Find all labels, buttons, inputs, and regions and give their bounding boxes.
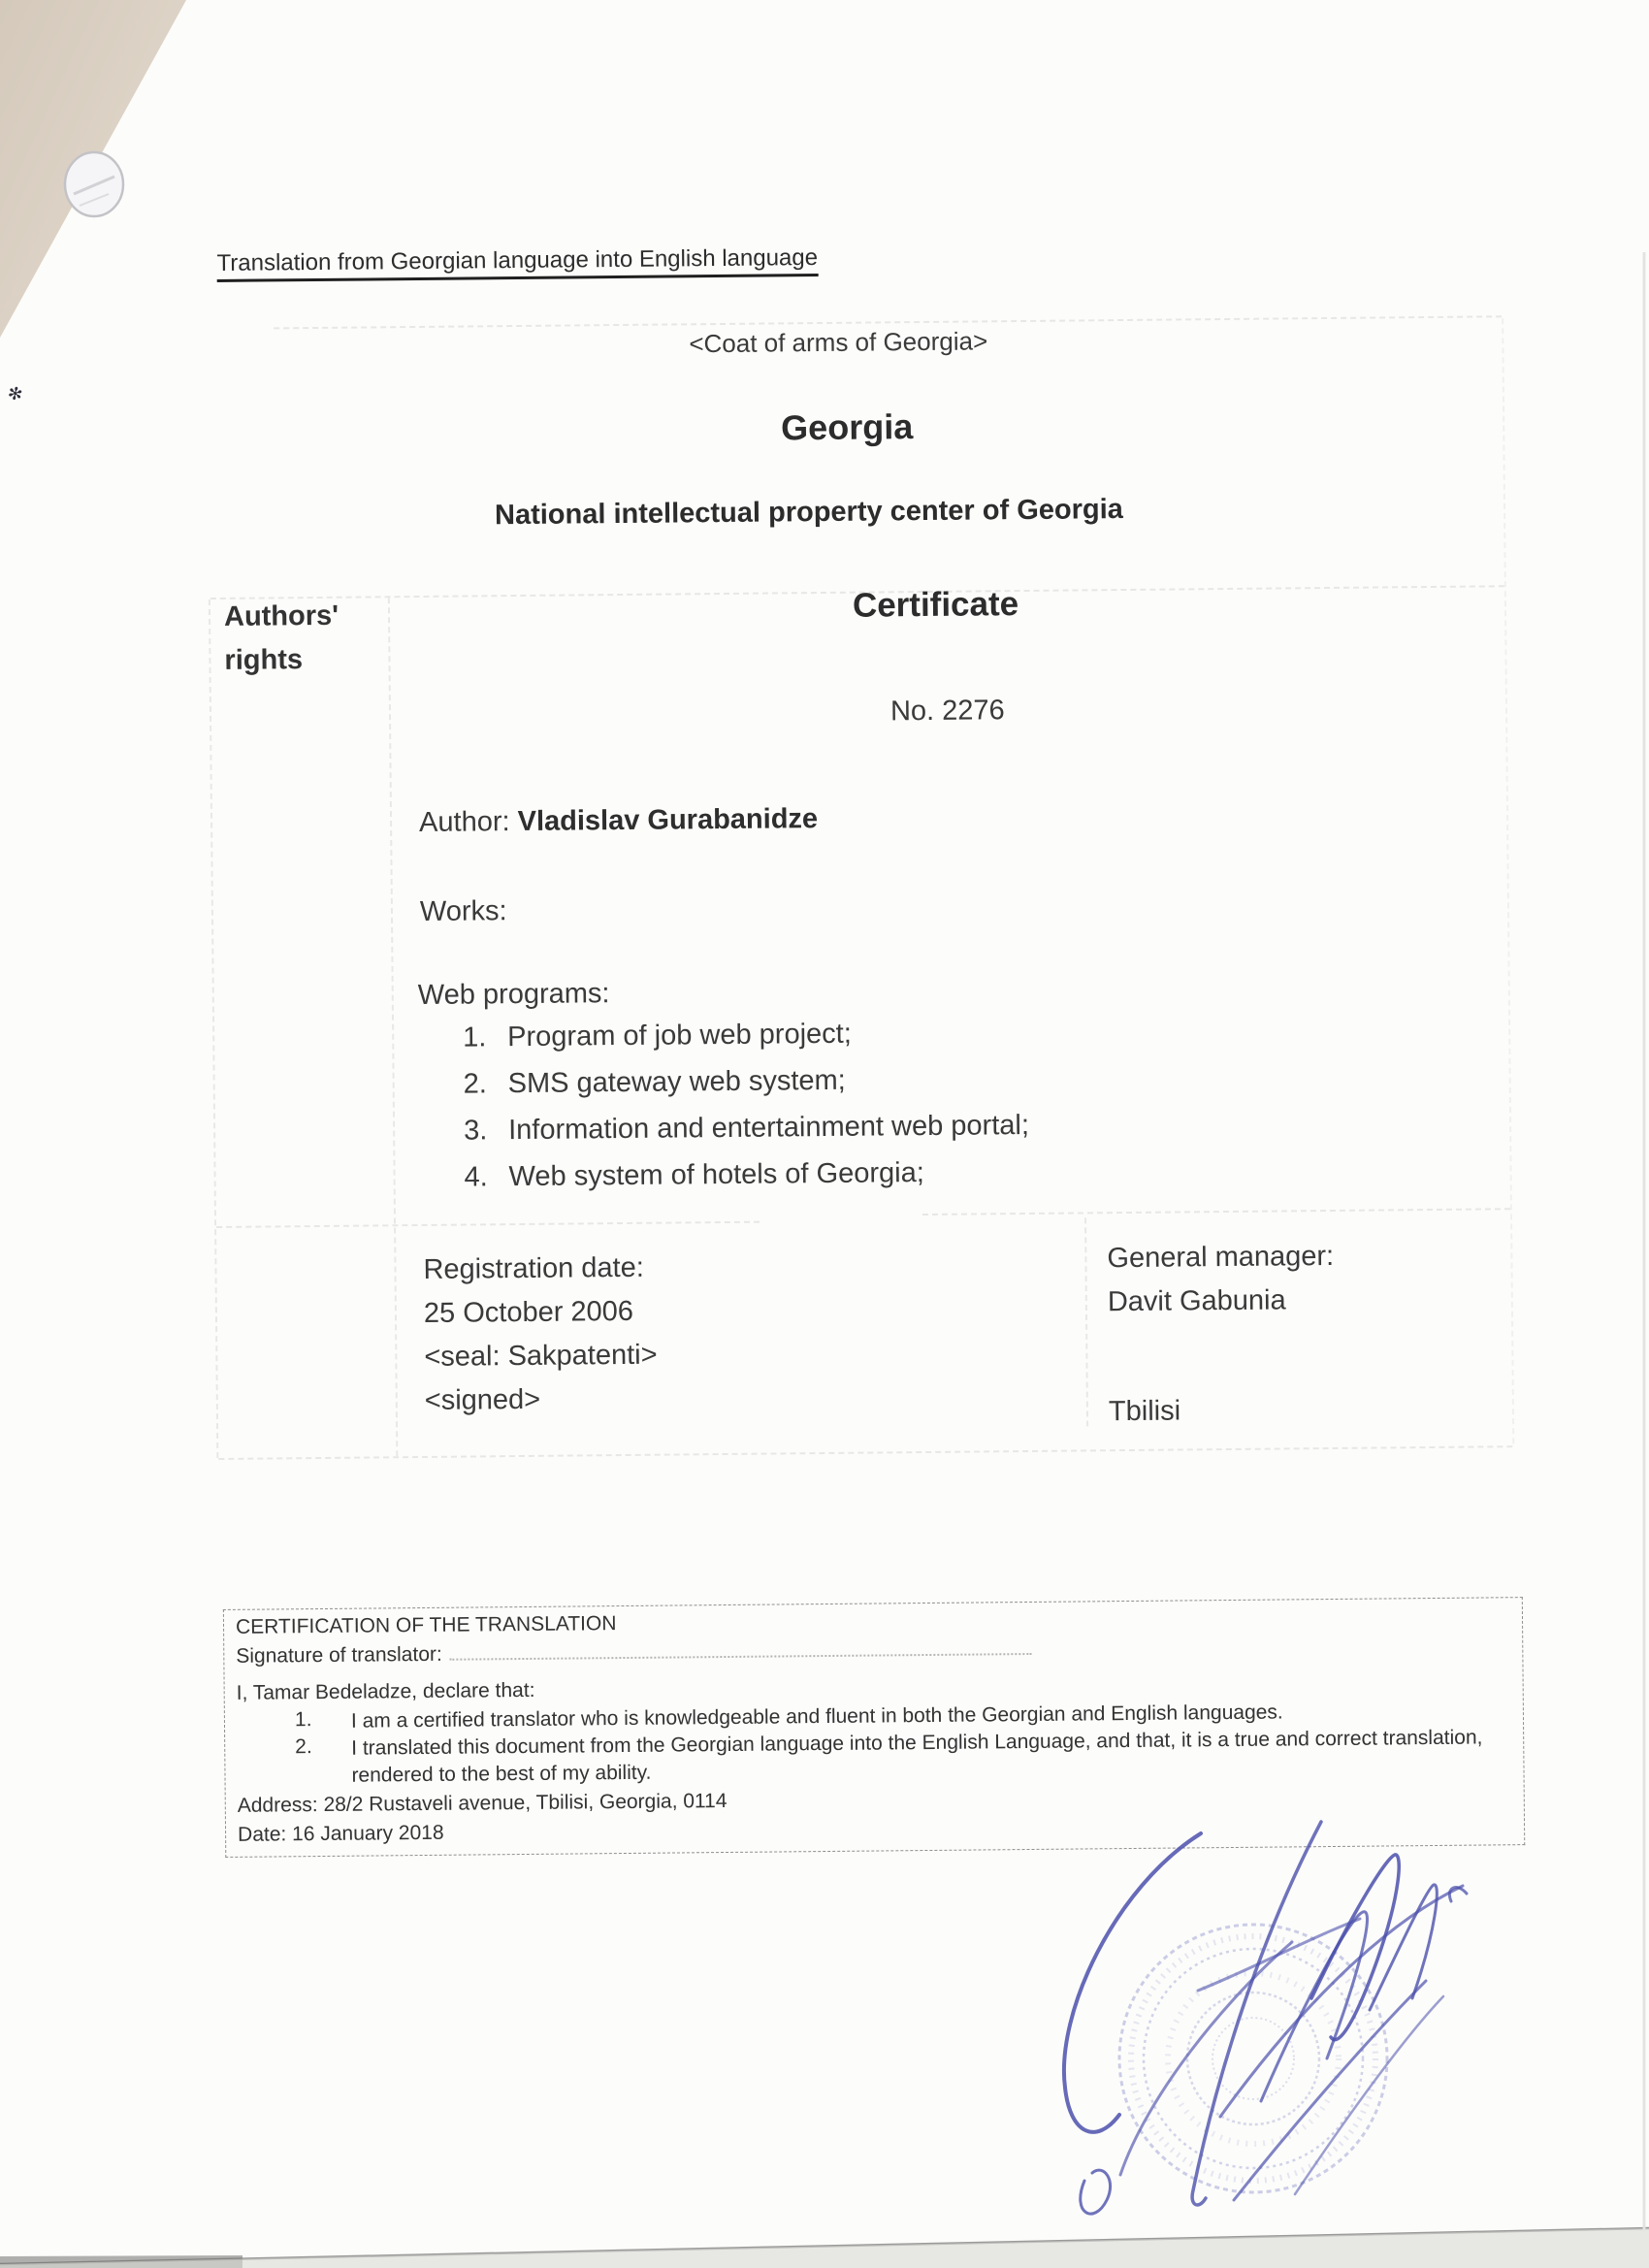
certification-box (223, 1597, 1525, 1858)
country-title: Georgia (780, 406, 914, 448)
manager-city: Tbilisi (1108, 1395, 1181, 1428)
scan-artifact-line (388, 598, 398, 1456)
works-list-item (464, 1110, 1029, 1162)
author-name: Vladislav Gurabanidze (517, 803, 819, 838)
signature-of-translator-row (236, 1637, 1032, 1669)
works-item-text: Program of job web project; (507, 1018, 852, 1053)
works-list-item (464, 1063, 1029, 1116)
manager-name: Davit Gabunia (1107, 1284, 1286, 1318)
author-line (419, 803, 818, 839)
works-list-item (463, 1017, 1028, 1069)
works-item-text: SMS gateway web system; (507, 1064, 846, 1100)
declaration-item-number: 1. (294, 1708, 312, 1732)
declaration-item-number: 2. (295, 1735, 312, 1759)
ink-speck: ✻ (6, 382, 25, 405)
authors-rights-line1: Authors' (223, 599, 340, 632)
scan-artifact-line (209, 599, 218, 1458)
scan-artifact-line (922, 1208, 1510, 1215)
manager-label: General manager: (1107, 1240, 1335, 1275)
registration-block (423, 1247, 658, 1423)
authors-rights-line2: rights (224, 644, 304, 676)
translation-date: Date: 16 January 2018 (237, 1821, 444, 1846)
works-item-text: Information and entertainment web portal; (507, 1109, 1030, 1147)
certification-title: CERTIFICATION OF THE TRANSLATION (235, 1612, 617, 1638)
scan-artifact-line (1502, 318, 1514, 1443)
scan-artifact-line (216, 1221, 760, 1228)
manager-block (1107, 1235, 1336, 1434)
registration-label: Registration date: (423, 1251, 644, 1285)
works-item-text: Web system of hotels of Georgia; (508, 1157, 924, 1193)
registration-date: 25 October 2006 (423, 1295, 634, 1329)
certificate-number: No. 2276 (889, 695, 1005, 728)
signed-note: <signed> (424, 1383, 541, 1416)
declaration-item-text: I am a certified translator who is knowledgeable and fluent in both the Georgian and English languages. (350, 1701, 1283, 1733)
author-label: Author: (418, 806, 510, 838)
coat-of-arms-note: <Coat of arms of Georgia> (689, 326, 988, 359)
translation-note-text: Translation from Georgian language into English language (216, 244, 818, 282)
declaration-intro: I, Tamar Bedeladze, declare that: (236, 1678, 535, 1704)
scan-artifact-line (1084, 1217, 1088, 1426)
works-item-number: 1. (463, 1021, 487, 1053)
declaration-item-text: I translated this document from the Georgian language into the English Language, and that, it is a true and correct translation, rendered to the best of my ability. (351, 1726, 1483, 1787)
works-item-number: 2. (463, 1068, 488, 1100)
authors-rights-label (224, 595, 340, 683)
seal-note: <seal: Sakpatenti> (424, 1339, 658, 1373)
signature-label: Signature of translator: (236, 1642, 442, 1668)
translator-address: Address: 28/2 Rustaveli avenue, Tbilisi, Georgia, 0114 (237, 1789, 728, 1817)
works-list (463, 1017, 1030, 1209)
works-label: Works: (419, 895, 507, 927)
scan-artifact-line (218, 1445, 1512, 1460)
translation-note (216, 244, 818, 277)
web-programs-label: Web programs: (417, 978, 610, 1012)
works-item-number: 4. (464, 1161, 488, 1193)
works-item-number: 3. (463, 1115, 488, 1147)
org-title: National intellectual property center of Georgia (494, 494, 1123, 532)
signature-blank-line (450, 1639, 1032, 1661)
works-list-item (464, 1156, 1029, 1209)
certificate-title: Certificate (852, 585, 1019, 625)
